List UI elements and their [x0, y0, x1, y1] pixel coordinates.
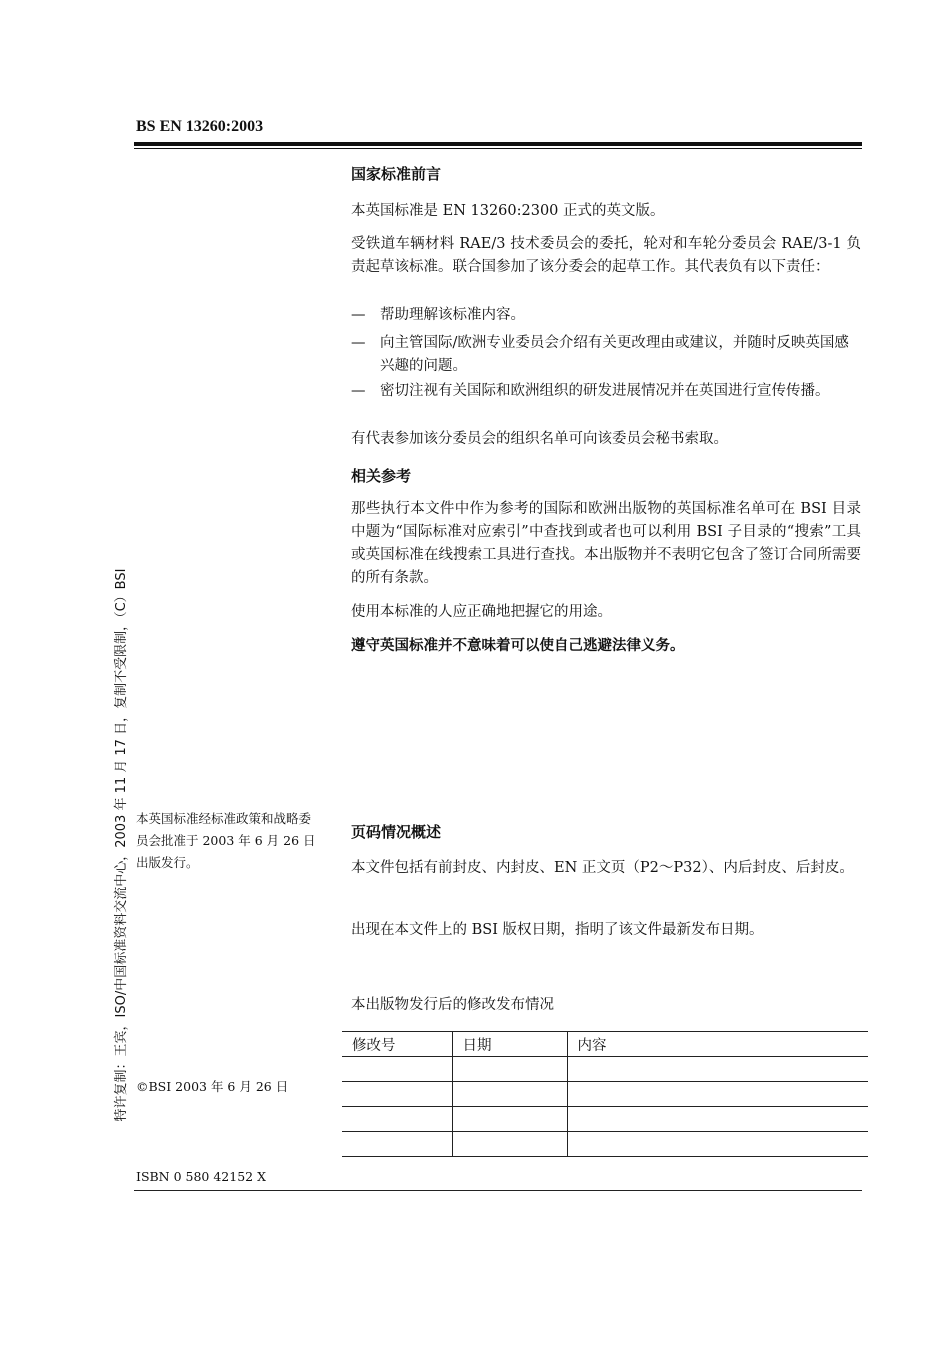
table-cell [452, 1132, 567, 1157]
approval-note: 本英国标准经标准政策和战略委员会批准于 2003 年 6 月 26 日出版发行。 [136, 811, 316, 870]
legal-notice: 遵守英国标准并不意味着可以使自己逃避法律义务。 [351, 638, 685, 654]
dash-marker: — [351, 307, 366, 323]
table-cell [567, 1132, 868, 1157]
pages-paragraph-1: 本文件包括有前封皮、内封皮、EN 正文页（P2～P32）、内后封皮、后封皮。 [351, 860, 854, 876]
table-cell [342, 1082, 452, 1107]
list-item-text: 向主管国际/欧洲专业委员会介绍有关更改理由或建议，并随时反映英国感兴趣的问题。 [380, 335, 849, 374]
list-item-text: 帮助理解该标准内容。 [380, 307, 525, 323]
table-row [342, 1057, 868, 1082]
table-header-row [342, 1032, 868, 1057]
references-paragraph-2: 使用本标准的人应正确地把握它的用途。 [351, 604, 612, 620]
foreword-title: 国家标准前言 [351, 165, 442, 183]
table-cell [567, 1057, 868, 1082]
table-cell [452, 1107, 567, 1132]
vertical-copyright-note: 特许复制：王宾，ISO/中国标准资料交流中心，2003 年 11 月 17 日，复制不受限制，（C）BSI [114, 568, 129, 1122]
amendments-caption: 本出版物发行后的修改发布情况 [351, 997, 554, 1013]
foreword-paragraph-2: 受铁道车辆材料 RAE/3 技术委员会的委托，轮对和车轮分委员会 RAE/3-1 负责起草该标准。联合国参加了该分委会的起草工作。其代表负有以下责任： [351, 236, 861, 275]
column-header-amendment-no: 修改号 [342, 1032, 452, 1057]
table-row [342, 1107, 868, 1132]
column-header-content: 内容 [567, 1032, 868, 1057]
table-cell [342, 1057, 452, 1082]
dash-marker: — [351, 335, 366, 351]
header-rule-thin [134, 148, 862, 149]
pages-title: 页码情况概述 [351, 823, 442, 841]
list-item-text: 密切注视有关国际和欧洲组织的研发进展情况并在英国进行宣传传播。 [380, 383, 830, 399]
column-header-date: 日期 [452, 1032, 567, 1057]
copyright-date: ©BSI 2003 年 6 月 26 日 [136, 1079, 289, 1094]
header-rule-thick [134, 142, 862, 146]
responsibility-list [351, 304, 861, 429]
pages-paragraph-2: 出现在本文件上的 BSI 版权日期，指明了该文件最新发布日期。 [351, 922, 764, 938]
references-title: 相关参考 [351, 467, 412, 485]
table-cell [567, 1107, 868, 1132]
table-cell [342, 1107, 452, 1132]
table-cell [342, 1132, 452, 1157]
table-cell [452, 1082, 567, 1107]
dash-marker: — [351, 383, 366, 399]
table-row [342, 1132, 868, 1157]
footer-rule [134, 1190, 862, 1191]
table-cell [567, 1082, 868, 1107]
isbn: ISBN 0 580 42152 X [136, 1169, 266, 1184]
foreword-paragraph-3: 有代表参加该分委员会的组织名单可向该委员会秘书索取。 [351, 431, 728, 447]
table-row [342, 1082, 868, 1107]
table-cell [452, 1057, 567, 1082]
amendments-table [342, 1031, 868, 1157]
references-paragraph-1: 那些执行本文件中作为参考的国际和欧洲出版物的英国标准名单可在 BSI 目录中题为“国际标准对应索引”中查找到或者也可以利用 BSI 子目录的“搜索”工具或英国标准在线搜索工具进行查找。本出版物并不表明它包含了签订合同所需要的所有条款。 [351, 501, 861, 586]
document-code: BS EN 13260:2003 [136, 118, 264, 135]
foreword-paragraph-1: 本英国标准是 EN 13260:2300 正式的英文版。 [351, 203, 665, 219]
